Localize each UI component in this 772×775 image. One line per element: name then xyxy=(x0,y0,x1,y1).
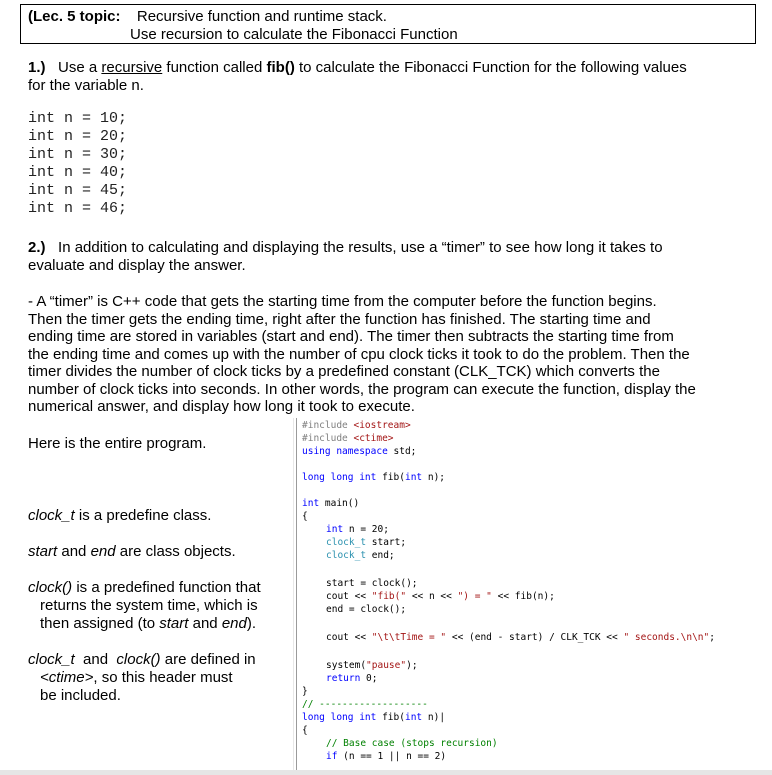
string-literal: ") = " xyxy=(457,591,492,602)
code-text: 0; xyxy=(360,673,378,684)
be-included-text: be included. xyxy=(40,687,121,704)
code-text: start; xyxy=(366,537,407,548)
and-text: and xyxy=(57,543,91,560)
timer-line: Then the timer gets the ending time, right after the function has finished. The starting time and xyxy=(28,310,651,328)
clock-desc-3a: then assigned (to xyxy=(40,615,160,632)
keyword: if xyxy=(326,751,338,762)
question-2-number: 2.) xyxy=(28,239,46,256)
type-name: clock_t xyxy=(326,537,367,548)
topic-subtitle: Use recursion to calculate the Fibonacci Function xyxy=(130,26,458,43)
keyword: long long int xyxy=(302,712,377,723)
code-text: ); xyxy=(406,660,418,671)
q2-text: In addition to calculating and displaying the results, use a “timer” to see how long it takes to xyxy=(58,239,663,256)
code-text: system( xyxy=(326,660,367,671)
topic-line-1 xyxy=(28,8,387,26)
string-literal: "pause" xyxy=(366,660,407,671)
question-1-number: 1.) xyxy=(28,59,46,76)
class-objects-text: are class objects. xyxy=(115,543,236,560)
value-line: int n = 45; xyxy=(28,182,128,199)
timer-line: - A “timer” is C++ code that gets the starting time from the computer before the function begins. xyxy=(28,293,657,310)
value-line: int n = 46; xyxy=(28,200,128,217)
keyword: using namespace xyxy=(302,446,388,457)
and-text: and xyxy=(188,615,222,632)
start-end-note xyxy=(28,543,236,561)
clock-note xyxy=(28,579,261,633)
value-line: int n = 10; xyxy=(28,110,128,127)
clock-term: clock() xyxy=(28,579,73,596)
code-text: (n == 1 || n == 2) xyxy=(337,751,447,762)
end-term: end xyxy=(221,615,247,632)
string-literal: "fib(" xyxy=(371,591,407,602)
code-text: start = clock(); xyxy=(326,578,418,589)
clock-desc-3c: ). xyxy=(246,615,257,632)
code-text: cout << xyxy=(326,632,372,643)
end-term: end xyxy=(90,543,116,560)
defined-in-text: are defined in xyxy=(160,651,256,668)
code-text: << fib(n); xyxy=(491,591,555,602)
preprocessor: #include xyxy=(302,420,354,431)
keyword: return xyxy=(326,673,361,684)
keyword: int xyxy=(302,498,320,509)
q1-text-pre: Use a xyxy=(58,59,98,76)
code-text: ; xyxy=(709,632,715,643)
timer-line: timer divides the number of clock ticks by a predefined constant (CLK_TCK) which converts the xyxy=(28,363,660,380)
brace: { xyxy=(302,725,308,736)
question-1-line-2: for the variable n. xyxy=(28,77,144,94)
header-must-text: , so this header must xyxy=(93,669,233,686)
clock-t-note xyxy=(28,507,211,525)
brace: { xyxy=(302,511,308,522)
timer-line: ending time are stored in variables (start and end). The timer then subtracts the starting time from xyxy=(28,328,674,345)
code-text: n); xyxy=(422,472,446,483)
clock-t-desc: is a predefine class. xyxy=(74,507,212,524)
timer-line: numerical answer, and display how long it took to execute. xyxy=(28,398,415,415)
keyword: int xyxy=(404,712,423,723)
clock-desc-1: is a predefined function that xyxy=(72,579,261,596)
q1-fib-name: fib() xyxy=(266,59,295,76)
include-file: <ctime> xyxy=(353,433,394,444)
code-text: << (end - start) / CLK_TCK << xyxy=(446,632,624,643)
timer-line: number of clock ticks into seconds. In other words, the program can execute the function, display the xyxy=(28,380,696,398)
ctime-term: <ctime> xyxy=(40,669,94,686)
keyword: int xyxy=(404,472,423,483)
brace: } xyxy=(302,686,308,697)
timer-paragraph xyxy=(28,293,768,416)
code-text: end = clock(); xyxy=(326,604,407,615)
value-line: int n = 30; xyxy=(28,146,128,163)
text-cursor: | xyxy=(439,712,446,723)
topic-label: (Lec. 5 topic: xyxy=(28,8,121,25)
q1-text-post: to calculate the Fibonacci Function for the following values xyxy=(299,59,687,76)
gutter-line xyxy=(296,418,297,770)
code-text: cout << xyxy=(326,591,372,602)
clock-term: clock() xyxy=(116,651,161,668)
include-file: <iostream> xyxy=(353,420,411,431)
start-term: start xyxy=(28,543,58,560)
question-2-line-1 xyxy=(28,239,663,257)
code-text: std; xyxy=(387,446,417,457)
clock-desc-2: returns the system time, which is xyxy=(40,597,258,614)
code-text: n) xyxy=(422,712,440,723)
string-literal: "\t\tTime = " xyxy=(371,632,447,643)
type-name: clock_t xyxy=(326,550,367,561)
value-line: int n = 20; xyxy=(28,128,128,145)
comment: // ------------------- xyxy=(302,699,428,710)
value-line: int n = 40; xyxy=(28,164,128,181)
entire-program-note: Here is the entire program. xyxy=(28,435,207,452)
clock-t-term: clock_t xyxy=(28,651,75,668)
code-text: fib( xyxy=(376,472,405,483)
clock-t-term: clock_t xyxy=(28,507,75,524)
start-term: start xyxy=(159,615,189,632)
ctime-note xyxy=(28,651,256,705)
code-text: fib( xyxy=(376,712,405,723)
bottom-edge xyxy=(0,770,772,775)
question-2-line-2: evaluate and display the answer. xyxy=(28,257,246,274)
code-text: << n << xyxy=(406,591,458,602)
keyword: int xyxy=(326,524,344,535)
program-code-panel xyxy=(293,418,772,770)
q1-recursive-word: recursive xyxy=(101,59,163,76)
code-text: main() xyxy=(319,498,360,509)
topic-title: Recursive function and runtime stack. xyxy=(136,8,387,25)
question-1-line-1 xyxy=(28,59,687,77)
comment: // Base case (stops recursion) xyxy=(326,738,498,749)
and-text: and xyxy=(74,651,117,668)
keyword: long long int xyxy=(302,472,377,483)
code-text: n = 20; xyxy=(343,524,389,535)
preprocessor: #include xyxy=(302,433,354,444)
code-text: end; xyxy=(366,550,395,561)
timer-line: the ending time and comes up with the number of cpu clock ticks it took to do the problem. Then the xyxy=(28,345,690,363)
string-literal: " seconds.\n\n" xyxy=(623,632,710,643)
q1-text-mid: function called xyxy=(166,59,263,76)
